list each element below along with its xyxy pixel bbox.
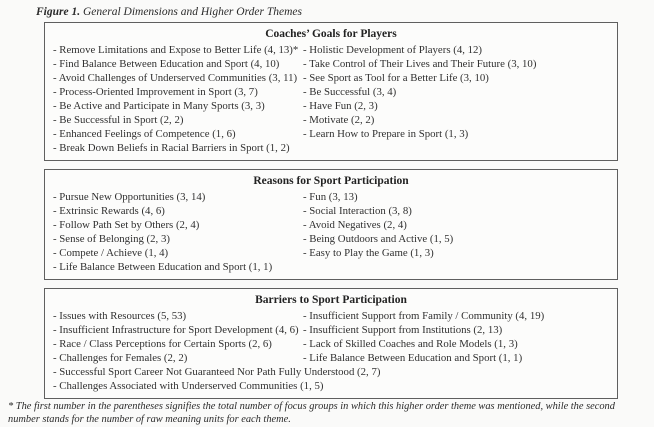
theme-item: - Remove Limitations and Expose to Better Life (4, 13)*: [53, 44, 299, 56]
theme-item: - Fun (3, 13): [303, 191, 358, 203]
theme-item: - Sense of Belonging (2, 3): [53, 233, 170, 245]
theme-item: - Enhanced Feelings of Competence (1, 6): [53, 128, 236, 140]
theme-item: - Insufficient Support from Institutions (2, 13): [303, 324, 503, 336]
column-left: [53, 309, 303, 365]
theme-item: - Be Active and Participate in Many Sports (3, 3): [53, 100, 265, 112]
theme-item: - Take Control of Their Lives and Their Future (3, 10): [303, 58, 537, 70]
theme-item: - Find Balance Between Education and Sport (4, 10): [53, 58, 280, 70]
figure-caption-label: Figure 1.: [36, 6, 81, 18]
theme-item: - Be Successful (3, 4): [303, 86, 397, 98]
theme-item: - Have Fun (2, 3): [303, 100, 378, 112]
theme-item: - Successful Sport Career Not Guaranteed Nor Path Fully Understood (2, 7): [53, 366, 381, 378]
box-columns: [53, 309, 609, 365]
theme-box: [44, 22, 618, 161]
box-title: Barriers to Sport Participation: [255, 294, 407, 306]
theme-item: - Race / Class Perceptions for Certain Sports (2, 6): [53, 338, 272, 350]
theme-item: - Motivate (2, 2): [303, 114, 375, 126]
column-right: [303, 43, 609, 155]
theme-item: - Process-Oriented Improvement in Sport (3, 7): [53, 86, 258, 98]
theme-item: - Challenges Associated with Underserved Communities (1, 5): [53, 380, 324, 392]
theme-item: - Easy to Play the Game (1, 3): [303, 247, 434, 259]
theme-item: - Challenges for Females (2, 2): [53, 352, 188, 364]
theme-item: - Holistic Development of Players (4, 12): [303, 44, 483, 56]
theme-item: - Be Successful in Sport (2, 2): [53, 114, 184, 126]
figure-caption-title: General Dimensions and Higher Order Themes: [80, 6, 302, 18]
box-columns: [53, 43, 609, 155]
theme-item: - Issues with Resources (5, 53): [53, 310, 187, 322]
box-title: Reasons for Sport Participation: [253, 175, 409, 187]
theme-box: [44, 288, 618, 399]
theme-item: - Life Balance Between Education and Sport (1, 1): [303, 352, 523, 364]
theme-item: - Pursue New Opportunities (3, 14): [53, 191, 206, 203]
box-title: Coaches’ Goals for Players: [265, 28, 397, 40]
column-right: [303, 309, 609, 365]
column-left: [53, 190, 303, 274]
column-right: [303, 190, 609, 274]
theme-item: - Avoid Challenges of Underserved Communities (3, 11): [53, 72, 298, 84]
theme-item: - Extrinsic Rewards (4, 6): [53, 205, 165, 217]
theme-item: - Lack of Skilled Coaches and Role Models (1, 3): [303, 338, 518, 350]
theme-item: - Life Balance Between Education and Sport (1, 1): [53, 261, 273, 273]
theme-item: - Compete / Achieve (1, 4): [53, 247, 169, 259]
theme-box: [44, 169, 618, 280]
figure-caption: [36, 6, 302, 18]
column-left: [53, 43, 303, 155]
theme-item: - Social Interaction (3, 8): [303, 205, 412, 217]
theme-item: - See Sport as Tool for a Better Life (3, 10): [303, 72, 489, 84]
theme-item: - Break Down Beliefs in Racial Barriers in Sport (1, 2): [53, 142, 290, 154]
footnote: * The first number in the parentheses signifies the total number of focus groups in which this higher order theme was mentioned, while the second number stands for the number of raw meaning units for each theme.: [8, 401, 615, 425]
theme-item: - Follow Path Set by Others (2, 4): [53, 219, 200, 231]
theme-item: - Learn How to Prepare in Sport (1, 3): [303, 128, 469, 140]
theme-item: - Avoid Negatives (2, 4): [303, 219, 407, 231]
box-columns: [53, 190, 609, 274]
theme-item: - Insufficient Infrastructure for Sport Development (4, 6): [53, 324, 299, 336]
theme-item: - Being Outdoors and Active (1, 5): [303, 233, 454, 245]
theme-boxes: [44, 22, 618, 399]
theme-item: - Insufficient Support from Family / Community (4, 19): [303, 310, 545, 322]
